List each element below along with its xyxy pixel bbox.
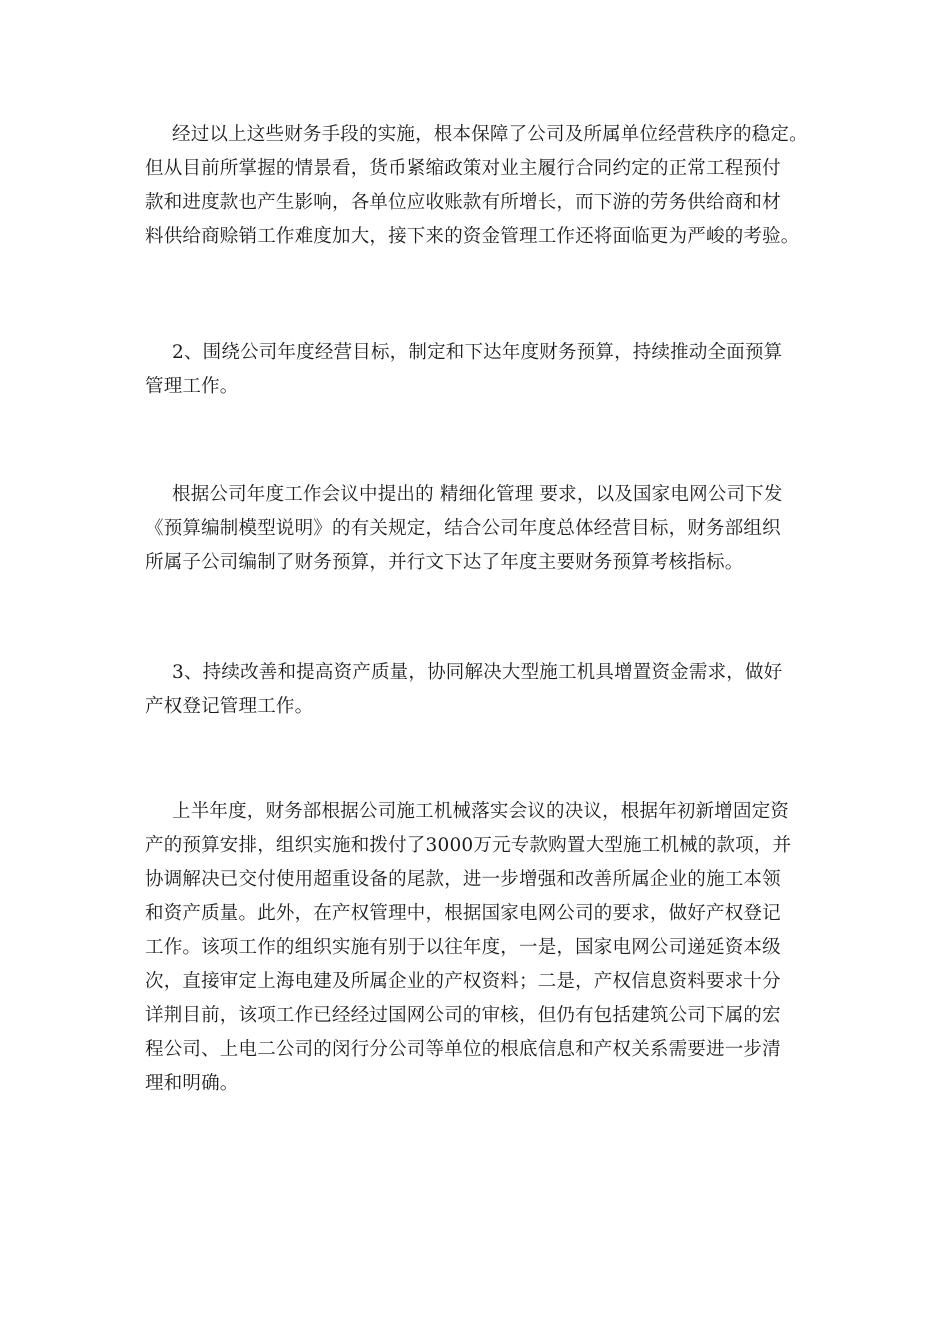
section-heading-2 <box>145 336 810 404</box>
text-line: 管理工作。 <box>145 376 239 397</box>
text-line: 料供给商赊销工作难度加大，接下来的资金管理工作还将面临更为严峻的考验。 <box>145 226 800 247</box>
text-line: 所属子公司编制了财务预算，并行文下达了年度主要财务预算考核指标。 <box>145 552 744 573</box>
text-line: 款和进度款也产生影响，各单位应收账款有所增长，而下游的劳务供给商和材 <box>145 192 781 213</box>
text-line: 经过以上这些财务手段的实施，根本保障了公司及所属单位经营秩序的稳定。 <box>172 124 808 145</box>
text-line: 次，直接审定上海电建及所属企业的产权资料；二是，产权信息资料要求十分 <box>145 971 781 992</box>
paragraph-cash-management <box>145 118 810 254</box>
text-line: 上半年度，财务部根据公司施工机械落实会议的决议，根据年初新增固定资 <box>172 801 790 822</box>
text-line: 协调解决已交付使用超重设备的尾款，进一步增强和改善所属企业的施工本领 <box>145 869 781 890</box>
text-line: 根据公司年度工作会议中提出的 精细化管理 要求，以及国家电网公司下发 <box>172 484 783 505</box>
text-line: 但从目前所掌握的情景看，货币紧缩政策对业主履行合同约定的正常工程预付 <box>145 158 781 179</box>
text-line: 理和明确。 <box>145 1073 239 1094</box>
text-line: 2、围绕公司年度经营目标，制定和下达年度财务预算，持续推动全面预算 <box>172 342 783 363</box>
paragraph-budget <box>145 478 810 580</box>
section-heading-3 <box>145 656 810 724</box>
text-line: 程公司、上电二公司的闵行分公司等单位的根底信息和产权关系需要进一步清 <box>145 1039 781 1060</box>
paragraph-asset-quality <box>145 795 810 1101</box>
text-line: 详荆目前，该项工作已经经过国网公司的审核，但仍有包括建筑公司下属的宏 <box>145 1005 781 1026</box>
text-line: 3、持续改善和提高资产质量，协同解决大型施工机具增置资金需求，做好 <box>172 662 783 683</box>
text-line: 工作。该项工作的组织实施有别于以往年度，一是，国家电网公司递延资本级 <box>145 937 781 958</box>
text-line: 《预算编制模型说明》的有关规定，结合公司年度总体经营目标，财务部组织 <box>145 518 781 539</box>
text-line: 和资产质量。此外，在产权管理中，根据国家电网公司的要求，做好产权登记 <box>145 903 781 924</box>
text-line: 产的预算安排，组织实施和拨付了3000万元专款购置大型施工机械的款项，并 <box>145 835 792 856</box>
text-line: 产权登记管理工作。 <box>145 696 314 717</box>
